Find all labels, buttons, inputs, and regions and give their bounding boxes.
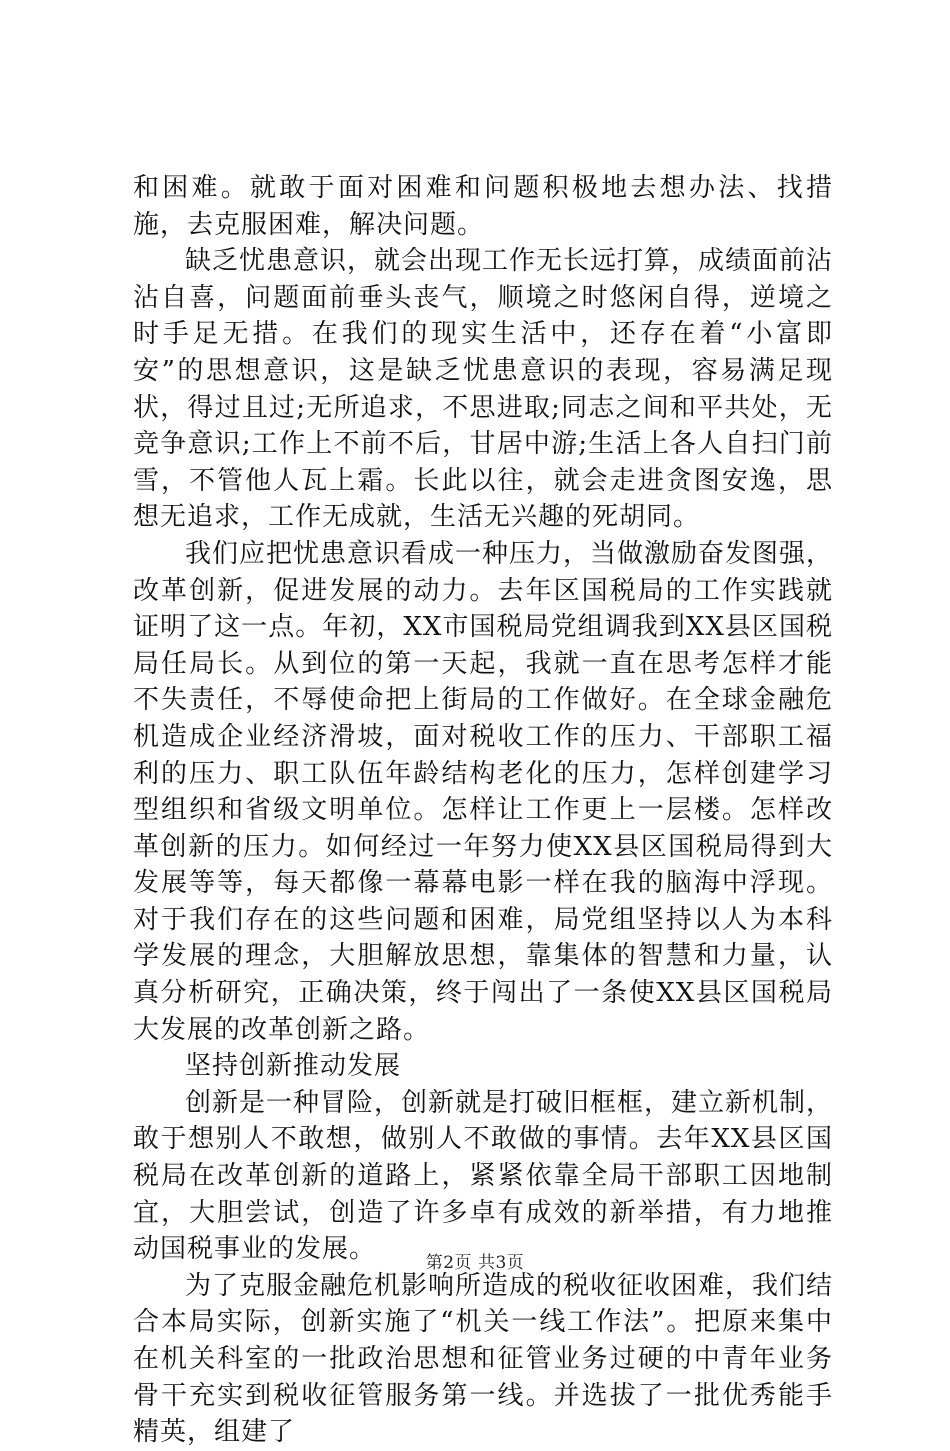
paragraph-3: 我们应把忧患意识看成一种压力，当做激励奋发图强，改革创新，促进发展的动力。去年区国税局的工作实践就证明了这一点。年初，XX市国税局党组调我到XX县区国税局任局长。从到位的第一天起，我就一直在思考怎样才能不失责任，不辱使命把上街局的工作做好。在全球金融危机造成企业经济滑坡，面对税收工作的压力、干部职工福利的压力、职工队伍年龄结构老化的压力，怎样创建学习型组织和省级文明单位。怎样让工作更上一层楼。怎样改革创新的压力。如何经过一年努力使XX县区国税局得到大发展等等，每天都像一幕幕电影一样在我的脑海中浮现。对于我们存在的这些问题和困难，局党组坚持以人为本科学发展的理念，大胆解放思想，靠集体的智慧和力量，认真分析研究，正确决策，终于闯出了一条使XX县区国税局大发展的改革创新之路。 (133, 538, 834, 1045)
paragraph-4: 创新是一种冒险，创新就是打破旧框框，建立新机制，敢于想别人不敢想，做别人不敢做的事情。去年XX县区国税局在改革创新的道路上，紧紧依靠全局干部职工因地制宜，大胆尝试，创造了许多卓有成效的新举措，有力地推动国税事业的发展。 (133, 1087, 834, 1265)
paragraph-1: 和困难。就敢于面对困难和问题积极地去想办法、找措施，去克服困难，解决问题。 (133, 173, 833, 240)
section-heading: 坚持创新推动发展 (185, 1051, 402, 1082)
page-number-footer: 第2页 共3页 (425, 1253, 525, 1273)
paragraph-5: 为了克服金融危机影响所造成的税收征收困难，我们结合本局实际，创新实施了“机关一线工作法”。把原来集中在机关科室的一批政治思想和征管业务过硬的中青年业务骨干充实到税收征管服务第一线。并选拔了一批优秀能手精英，组建了 (133, 1270, 834, 1448)
paragraph-2: 缺乏忧患意识，就会出现工作无长远打算，成绩面前沾沾自喜，问题面前垂头丧气，顺境之时悠闲自得，逆境之时手足无措。在我们的现实生活中，还存在着“小富即安”的思想意识，这是缺乏忧患意识的表现，容易满足现状，得过且过;无所追求，不思进取;同志之间和平共处，无竞争意识;工作上不前不后，甘居中游;生活上各人自扫门前雪，不管他人瓦上霜。长此以往，就会走进贪图安逸，思想无追求，工作无成就，生活无兴趣的死胡同。 (133, 246, 834, 533)
